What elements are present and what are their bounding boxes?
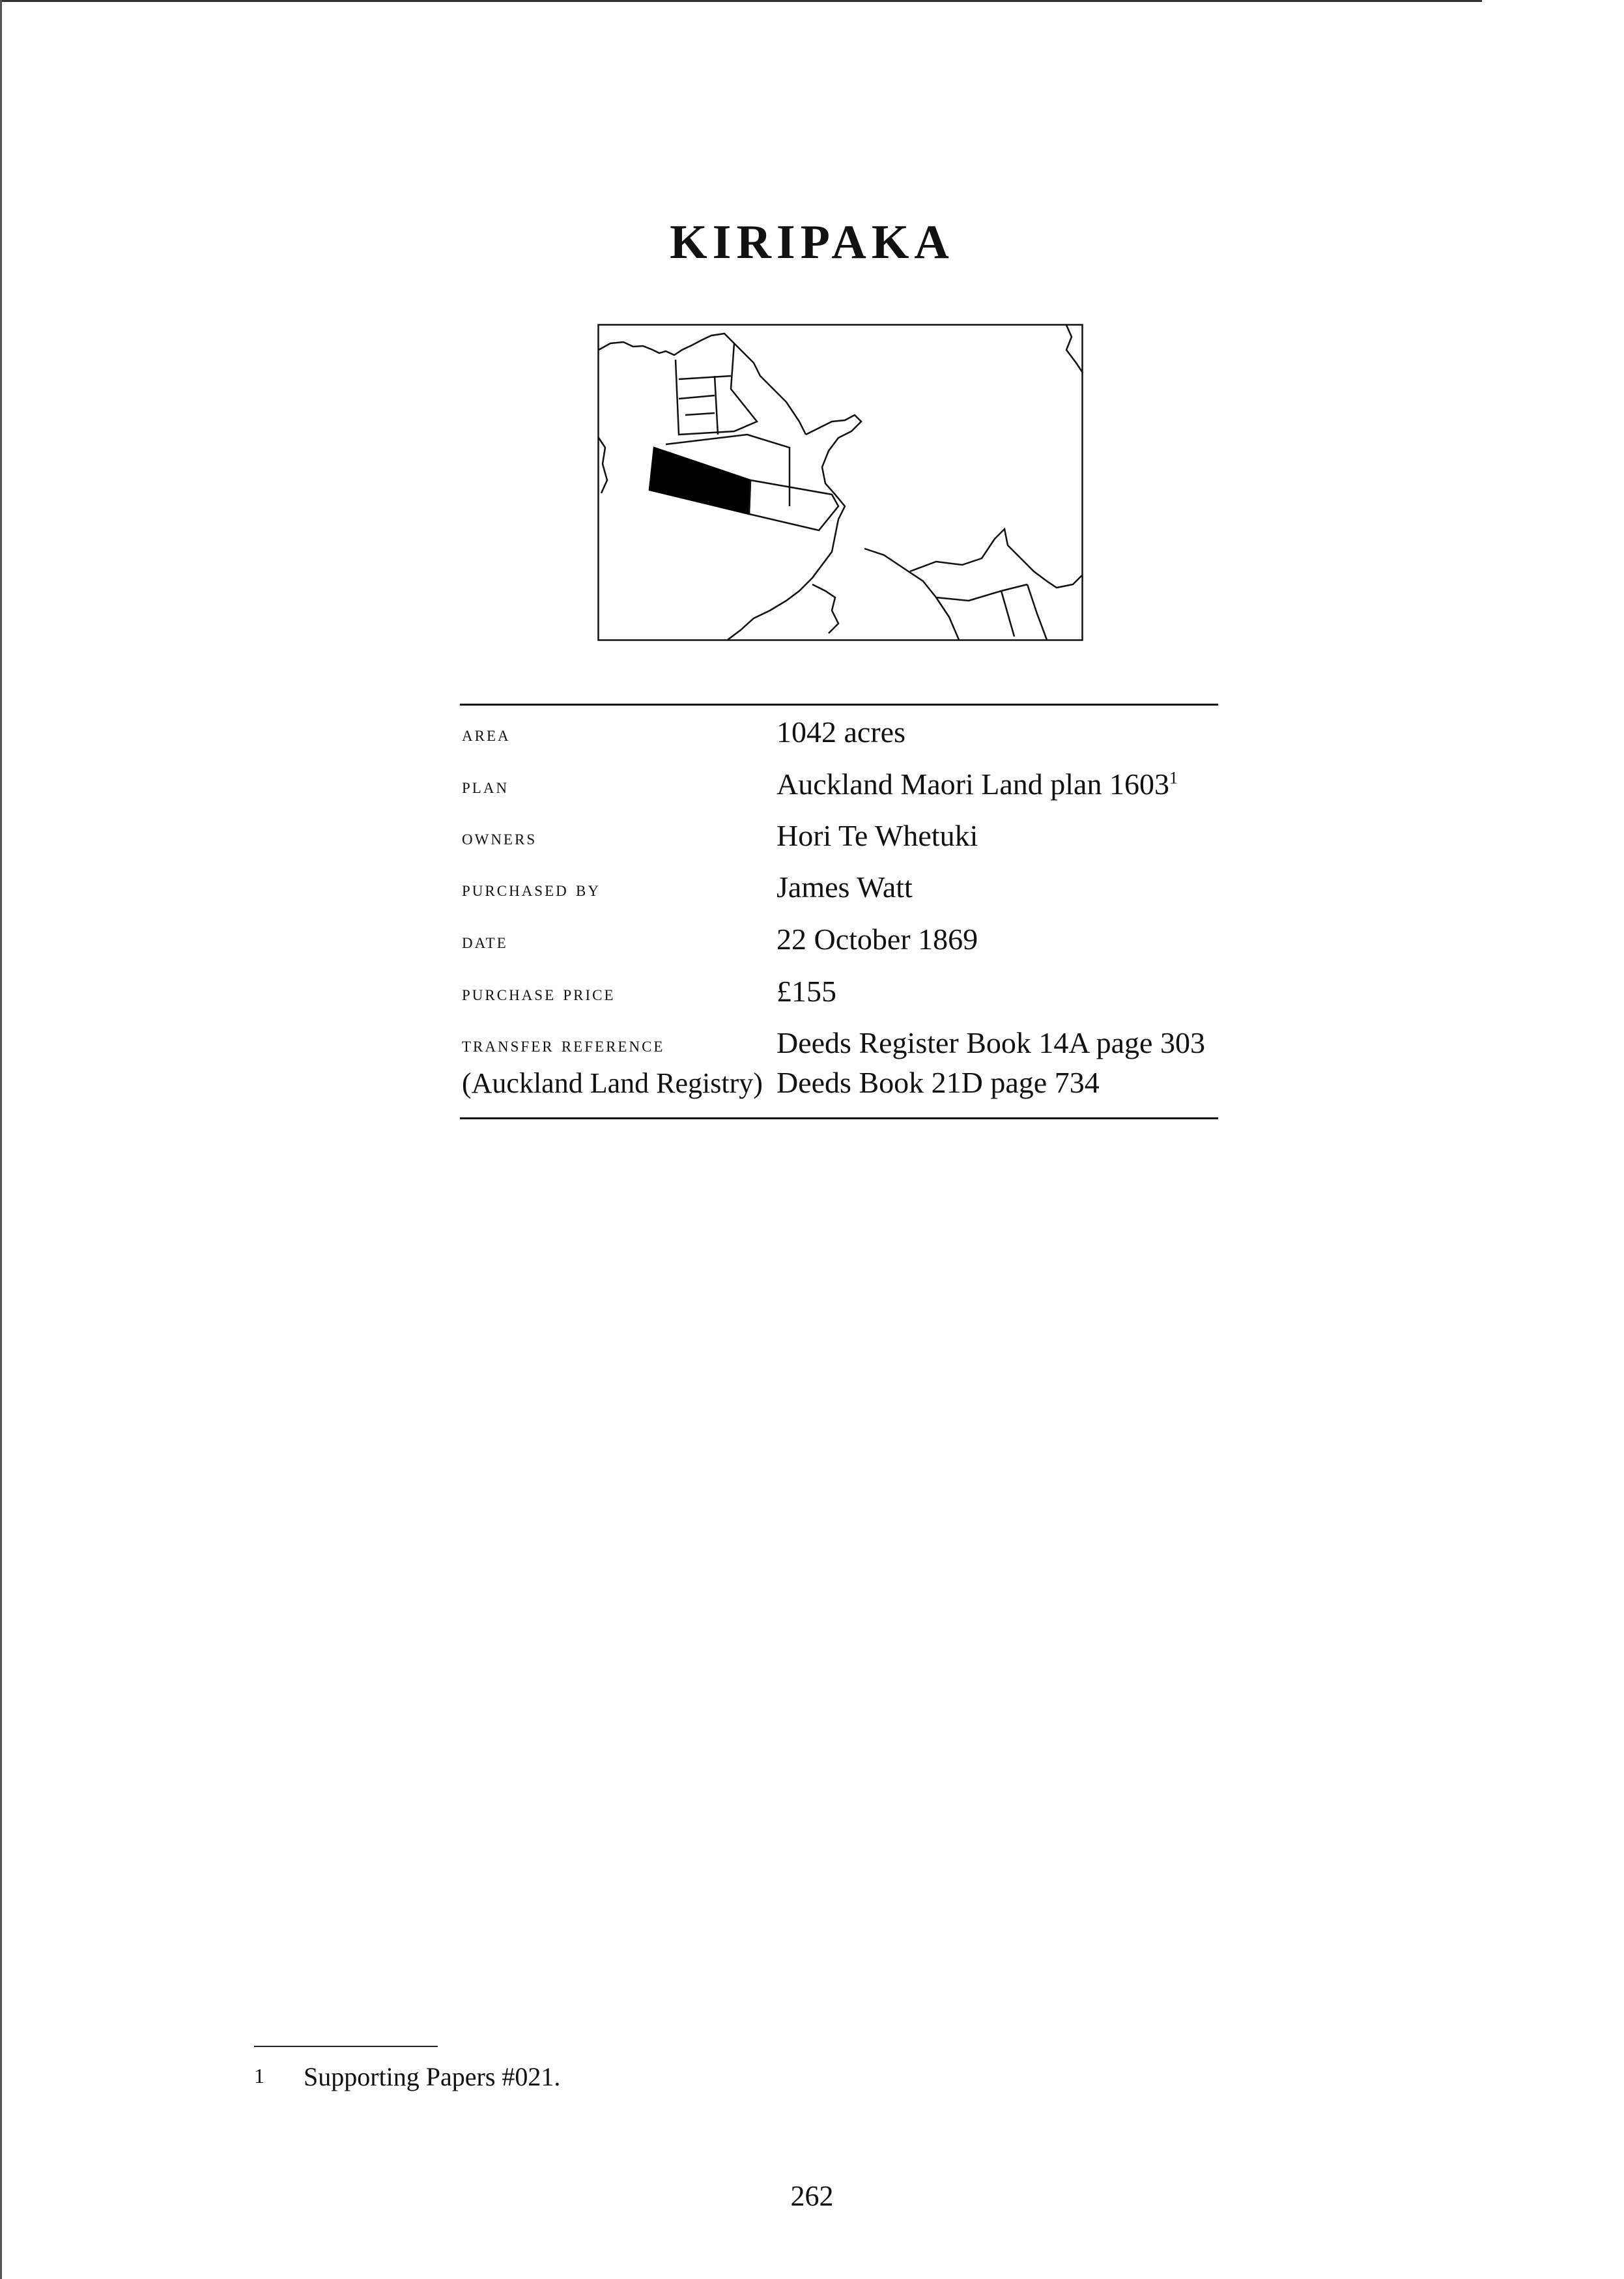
value-purchase-price: £155 xyxy=(776,975,836,1008)
kiripaka-block xyxy=(649,448,750,514)
scan-top-edge xyxy=(0,0,1482,2)
location-map xyxy=(597,324,1083,641)
value-date: 22 October 1869 xyxy=(776,923,978,956)
subdivision-lines xyxy=(679,376,731,435)
adjoining-block xyxy=(749,480,838,530)
row-plan xyxy=(460,762,1218,808)
map-svg xyxy=(597,324,1083,641)
row-area xyxy=(460,710,1218,756)
row-date xyxy=(460,917,1218,963)
footnote-text: Supporting Papers #021. xyxy=(304,2062,561,2091)
label-land-registry: (Auckland Land Registry) xyxy=(462,1067,763,1099)
value-purchased-by: James Watt xyxy=(776,870,913,904)
coastline-north xyxy=(599,334,806,435)
block-boundaries xyxy=(676,343,757,435)
eastern-blocks xyxy=(936,584,1047,640)
value-transfer-reference: Deeds Register Book 14A page 303 xyxy=(776,1026,1205,1059)
page-number: 262 xyxy=(790,2180,834,2212)
west-coast xyxy=(599,438,607,493)
footnote-number: 1 xyxy=(254,2064,264,2087)
label-purchased-by: purchased by xyxy=(462,878,601,901)
label-plan: plan xyxy=(462,775,509,798)
row-purchase-price xyxy=(460,969,1218,1015)
inlet-lines xyxy=(812,584,838,633)
label-area: area xyxy=(462,723,511,746)
footnote-ref: 1 xyxy=(1169,768,1178,788)
harbour-shore xyxy=(728,415,861,640)
table-rule-top xyxy=(460,704,1218,706)
value-land-registry: Deeds Book 21D page 734 xyxy=(776,1066,1100,1099)
row-transfer-reference xyxy=(460,1021,1218,1067)
row-owners xyxy=(460,814,1218,859)
label-purchase-price: purchase price xyxy=(462,982,616,1005)
scan-left-edge xyxy=(0,0,2,2279)
page-title: KIRIPAKA xyxy=(670,216,954,269)
row-purchased-by xyxy=(460,865,1218,911)
value-plan-text: Auckland Maori Land plan 1603 xyxy=(776,767,1169,801)
label-owners: owners xyxy=(462,826,537,850)
value-area: 1042 acres xyxy=(776,715,905,749)
table-rule-bottom xyxy=(460,1117,1218,1119)
coastline-east xyxy=(910,529,1083,588)
label-transfer-reference: transfer reference xyxy=(462,1033,665,1057)
row-land-registry xyxy=(460,1061,1218,1106)
northeast-coast xyxy=(1066,325,1083,373)
value-plan xyxy=(776,767,1178,801)
label-date: date xyxy=(462,930,508,953)
value-owners: Hori Te Whetuki xyxy=(776,819,978,852)
footnote-rule xyxy=(254,2046,438,2047)
